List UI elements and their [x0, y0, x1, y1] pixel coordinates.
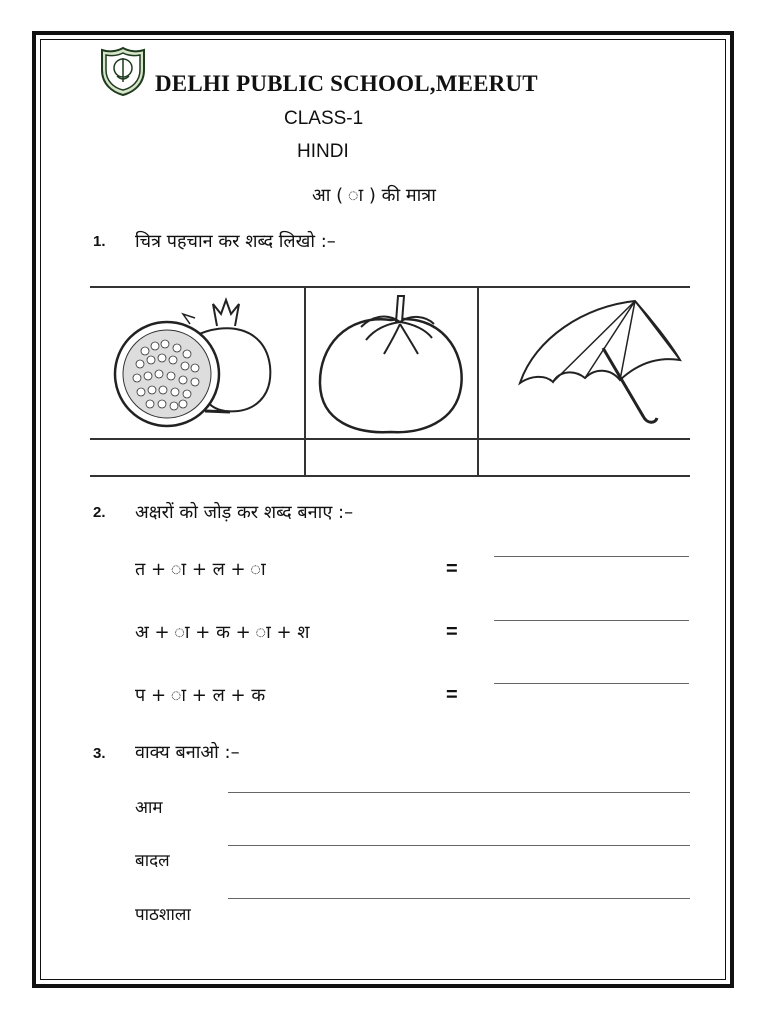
question-2-text: अक्षरों को जोड़ कर शब्द बनाए :– [135, 502, 354, 523]
question-3-number: 3. [93, 745, 106, 762]
join-expression-3: प + ा + ल + क [135, 685, 266, 706]
question-2-number: 2. [93, 504, 106, 521]
join-expression-1: त + ा + ल + ा [135, 559, 266, 580]
question-1-text: चित्र पहचान कर शब्द लिखो :– [135, 231, 336, 252]
tomato-image [316, 292, 466, 437]
pomegranate-image [105, 296, 280, 431]
table-bottom-border [90, 475, 690, 477]
sentence-word-3: पाठशाला [135, 905, 191, 925]
table-top-border [90, 286, 690, 288]
answer-line-2[interactable] [494, 620, 689, 621]
subject-label: HINDI [297, 141, 349, 162]
join-expression-2: अ + ा + क + ा + श [135, 622, 310, 643]
answer-line-3[interactable] [494, 683, 689, 684]
table-col-divider-2 [477, 286, 479, 477]
sentence-word-2: बादल [135, 851, 170, 871]
table-col-divider-1 [304, 286, 306, 477]
sentence-line-1[interactable] [228, 792, 690, 793]
table-mid-border [90, 438, 690, 440]
question-1-number: 1. [93, 233, 106, 250]
class-label: CLASS-1 [284, 108, 364, 129]
question-3-text: वाक्य बनाओ :– [135, 742, 240, 763]
sentence-line-3[interactable] [228, 898, 690, 899]
answer-line-1[interactable] [494, 556, 689, 557]
sentence-line-2[interactable] [228, 845, 690, 846]
school-name: DELHI PUBLIC SCHOOL,MEERUT [155, 71, 538, 96]
sentence-word-1: आम [135, 798, 163, 818]
equals-sign-2: = [446, 621, 458, 643]
topic-title: आ ( ा ) की मात्रा [312, 185, 436, 206]
equals-sign-3: = [446, 684, 458, 706]
school-logo-icon [100, 46, 146, 96]
umbrella-image [515, 298, 685, 430]
equals-sign-1: = [446, 558, 458, 580]
